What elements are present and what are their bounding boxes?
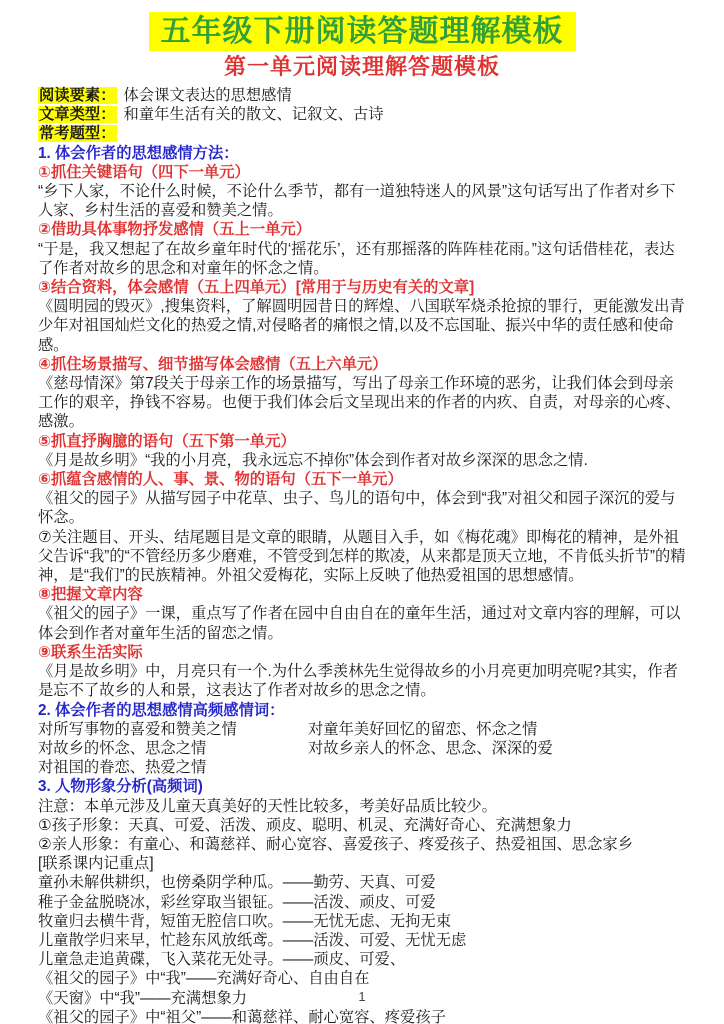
body-line: 对祖国的眷恋、热爱之情 (38, 759, 207, 777)
subpoint-heading: ⑥抓蕴含感情的人、事、景、物的语句（五下一单元） (38, 471, 403, 489)
body-line: ⑦关注题目、开头、结尾题目是文章的眼睛，从题目入手，如《梅花魂》即梅花的精神，是外祖父告诉“我”的“不管经历多少磨难，不管受到怎样的欺凌，从来都是顶天立地，不肯低头折节”的精神，是“我们”的民族精神。外祖父爱梅花，实际上反映了他热爱祖国的思想感情。 (38, 528, 686, 585)
body-line: [联系课内记重点] (38, 855, 154, 873)
meta-line (38, 124, 686, 143)
emotion-words-row (38, 739, 686, 758)
subpoint-heading: ①抓住关键语句（四下一单元） (38, 163, 250, 181)
subpoint-heading: ⑤抓直抒胸臆的语句（五下第一单元） (38, 432, 296, 450)
highlight-label: 常考题型： (39, 125, 116, 143)
emotion-word-right: 对故乡亲人的怀念、思念、深深的爱 (308, 739, 553, 757)
body-line: ②亲人形象：有童心、和蔼慈祥、耐心宽容、喜爱孩子、疼爱孩子、热爱祖国、思念家乡 (38, 835, 633, 853)
emotion-word-right: 对童年美好回忆的留恋、怀念之情 (308, 720, 538, 738)
section-heading: 2. 体会作者的思想感情高频感情词： (38, 701, 285, 719)
body-line: 《祖父的园子》中“祖父”——和蔼慈祥、耐心宽容、疼爱孩子 (38, 1008, 446, 1024)
body-line: 注意：本单元涉及儿童天真美好的天性比较多，考美好品质比较少。 (38, 797, 497, 815)
meta-line (38, 86, 686, 105)
body-line: 牧童归去横牛背，短笛无腔信口吹。——无忧无虑、无拘无束 (38, 912, 452, 930)
subpoint-heading: ③结合资料，体会感情（五上四单元）[常用于与历史有关的文章] (38, 279, 475, 297)
body-line: 《慈母情深》第7段关于母亲工作的场景描写，写出了母亲工作环境的恶劣，让我们体会到母亲工作的艰辛，挣钱不容易。也便于我们体会后文呈现出来的作者的内疚、自责，对母亲的心疼、感激。 (38, 375, 681, 431)
body-line: “乡下人家，不论什么时候，不论什么季节，都有一道独特迷人的风景”这句话写出了作者对乡下人家、乡村生活的喜爱和赞美之情。 (38, 183, 676, 220)
page-title: 五年级下册阅读答题理解模板 (149, 12, 576, 51)
body-line: “于是，我又想起了在故乡童年时代的‘摇花乐’，还有那摇落的阵阵桂花雨。”这句话借桂花，表达了作者对故乡的思念和对童年的怀念之情。 (38, 240, 675, 277)
body-line: 稚子金盆脱晓冰，彩丝穿取当银钲。——活泼、顽皮、可爱 (38, 893, 436, 911)
meta-line (38, 105, 686, 124)
body-line: 《天窗》中“我”——充满想象力 (38, 989, 248, 1007)
subpoint-heading: ④抓住场景描写、细节描写体会感情（五上六单元） (38, 355, 388, 373)
emotion-words-row (38, 720, 686, 739)
section-heading: 1. 体会作者的思想感情方法： (38, 144, 239, 162)
title-row (38, 12, 686, 51)
meta-value: 体会课文表达的思想感情 (123, 87, 292, 104)
body-line: 童孙未解供耕织，也傍桑阴学种瓜。——勤劳、天真、可爱 (38, 874, 436, 892)
meta-value: 和童年生活有关的散文、记叙文、古诗 (123, 106, 384, 124)
highlight-label: 文章类型： (39, 106, 116, 124)
highlight-label: 阅读要素： (39, 87, 116, 104)
body-line: 《祖父的园子》从描写园子中花草、虫子、鸟儿的语句中，体会到“我”对祖父和园子深沉的爱与怀念。 (38, 490, 676, 527)
emotion-word-left: 对故乡的怀念、思念之情 (38, 739, 207, 757)
body-line: 儿童散学归来早，忙趁东风放纸鸢。——活泼、可爱、无忧无虑 (38, 931, 467, 949)
body-line: 《祖父的园子》一课，重点写了作者在园中自由自在的童年生活，通过对文章内容的理解，可以体会到作者对童年生活的留恋之情。 (38, 605, 681, 642)
subpoint-heading: ⑨联系生活实际 (38, 643, 143, 661)
content-lines (38, 86, 686, 1024)
body-line: 《月是故乡明》中，月亮只有一个.为什么季羡林先生觉得故乡的小月亮更加明亮呢?其实，作者是忘不了故乡的人和景，这表达了作者对故乡的思念之情。 (38, 663, 678, 700)
section-heading: 3. 人物形象分析(高频词) (38, 778, 203, 796)
page-number: 1 (358, 989, 366, 1004)
page-subtitle: 第一单元阅读理解答题模板 (223, 54, 500, 80)
body-line: 《祖父的园子》中“我”——充满好奇心、自由自在 (38, 970, 370, 988)
subpoint-heading: ⑧把握文章内容 (38, 586, 143, 604)
body-line: 《月是故乡明》“我的小月亮，我永远忘不掉你”体会到作者对故乡深深的思念之情. (38, 451, 588, 469)
emotion-word-left: 对所写事物的喜爱和赞美之情 (38, 720, 237, 738)
body-line: ①孩子形象：天真、可爱、活泼、顽皮、聪明、机灵、充满好奇心、充满想象力 (38, 816, 572, 834)
body-line: 《圆明园的毁灭》,搜集资料，了解圆明园昔日的辉煌、八国联军烧杀抢掠的罪行，更能激发出青少年对祖国灿烂文化的热爱之情,对侵略者的痛恨之情,以及不忘国耻、振兴中华的责任感和使命感。 (38, 298, 685, 354)
subpoint-heading: ②借助具体事物抒发感情（五上一单元） (38, 221, 311, 239)
body-line: 儿童急走追黄碟，飞入菜花无处寻。——顽皮、可爱、 (38, 951, 406, 969)
